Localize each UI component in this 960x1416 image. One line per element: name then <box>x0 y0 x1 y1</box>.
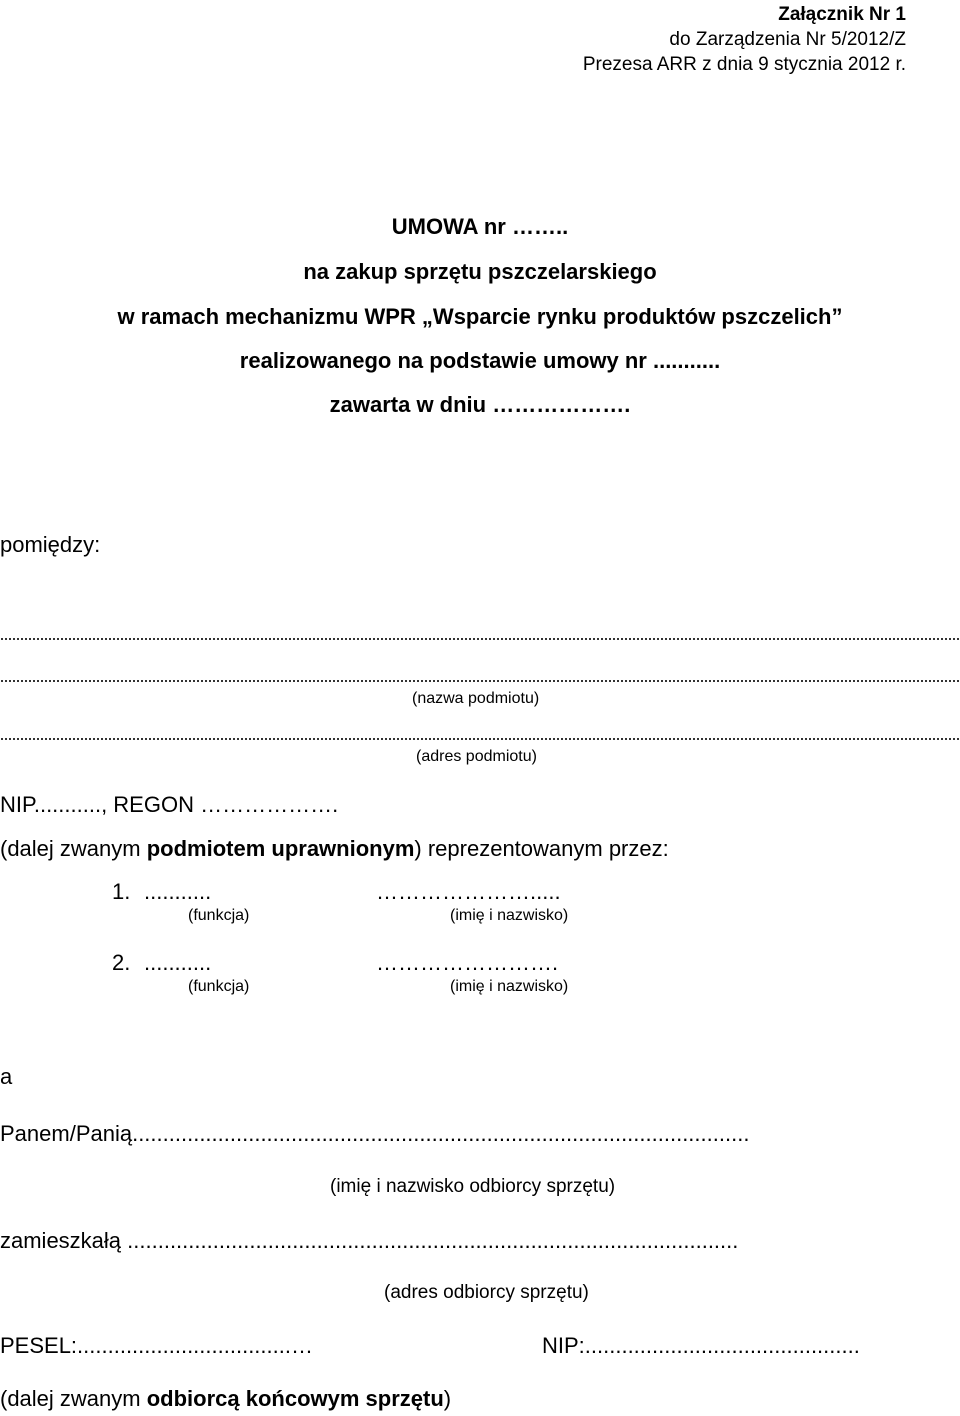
contract-mechanism: w ramach mechanizmu WPR „Wsparcie rynku produktów pszczelich” <box>117 304 843 329</box>
entitled-entity-term: podmiotem uprawnionym <box>146 836 415 861</box>
nip-regon-line[interactable]: NIP..........., REGON ………………. <box>0 792 339 817</box>
rep1-function-caption: (funkcja) <box>188 907 250 924</box>
entity-name-caption: (nazwa podmiotu) <box>412 690 540 707</box>
entity-name-field-line1[interactable] <box>0 638 960 640</box>
between-label: pomiędzy: <box>0 532 101 557</box>
contract-date: zawarta w dniu ………………. <box>329 392 631 417</box>
end-recipient-term: odbiorcą końcowym sprzętu <box>146 1386 444 1411</box>
ordinance-reference: do Zarządzenia Nr 5/2012/Z <box>669 29 906 50</box>
recipient-address-field[interactable]: zamieszkałą .................................................................................................... <box>0 1228 739 1253</box>
attachment-number: Załącznik Nr 1 <box>778 4 906 25</box>
ordinance-date: Prezesa ARR z dnia 9 stycznia 2012 r. <box>582 54 906 75</box>
entity-hereinafter: (dalej zwanym podmiotem uprawnionym) reprezentowanym przez: <box>0 836 669 861</box>
rep1-function-field[interactable]: ........... <box>144 879 212 904</box>
entity-address-caption: (adres podmiotu) <box>416 748 537 765</box>
entity-name-field-line2[interactable] <box>0 680 960 682</box>
recipient-address-caption: (adres odbiorcy sprzętu) <box>384 1282 589 1303</box>
recipient-pesel-field[interactable]: PESEL:...................................… <box>0 1333 313 1358</box>
rep1-name-field[interactable]: …………………..... <box>376 879 561 904</box>
contract-number: UMOWA nr …….. <box>391 214 569 239</box>
recipient-hereinafter: (dalej zwanym odbiorcą końcowym sprzętu) <box>0 1386 452 1411</box>
recipient-name-field[interactable]: Panem/Panią..................................................................................................... <box>0 1121 750 1146</box>
rep1-number: 1. <box>112 879 131 904</box>
rep2-number: 2. <box>112 950 131 975</box>
rep2-name-caption: (imię i nazwisko) <box>450 978 569 995</box>
entity-address-field[interactable] <box>0 738 960 740</box>
attachment-header <box>583 2 906 77</box>
contract-subject: na zakup sprzętu pszczelarskiego <box>303 259 657 284</box>
and-label: a <box>0 1064 13 1089</box>
rep2-name-field[interactable]: ……………………. <box>376 950 559 975</box>
rep2-function-caption: (funkcja) <box>188 978 250 995</box>
rep2-function-field[interactable]: ........... <box>144 950 212 975</box>
recipient-nip-field[interactable]: NIP:............................................. <box>542 1333 860 1358</box>
recipient-name-caption: (imię i nazwisko odbiorcy sprzętu) <box>330 1176 616 1197</box>
rep1-name-caption: (imię i nazwisko) <box>450 907 569 924</box>
contract-basis: realizowanego na podstawie umowy nr ........... <box>239 348 721 373</box>
